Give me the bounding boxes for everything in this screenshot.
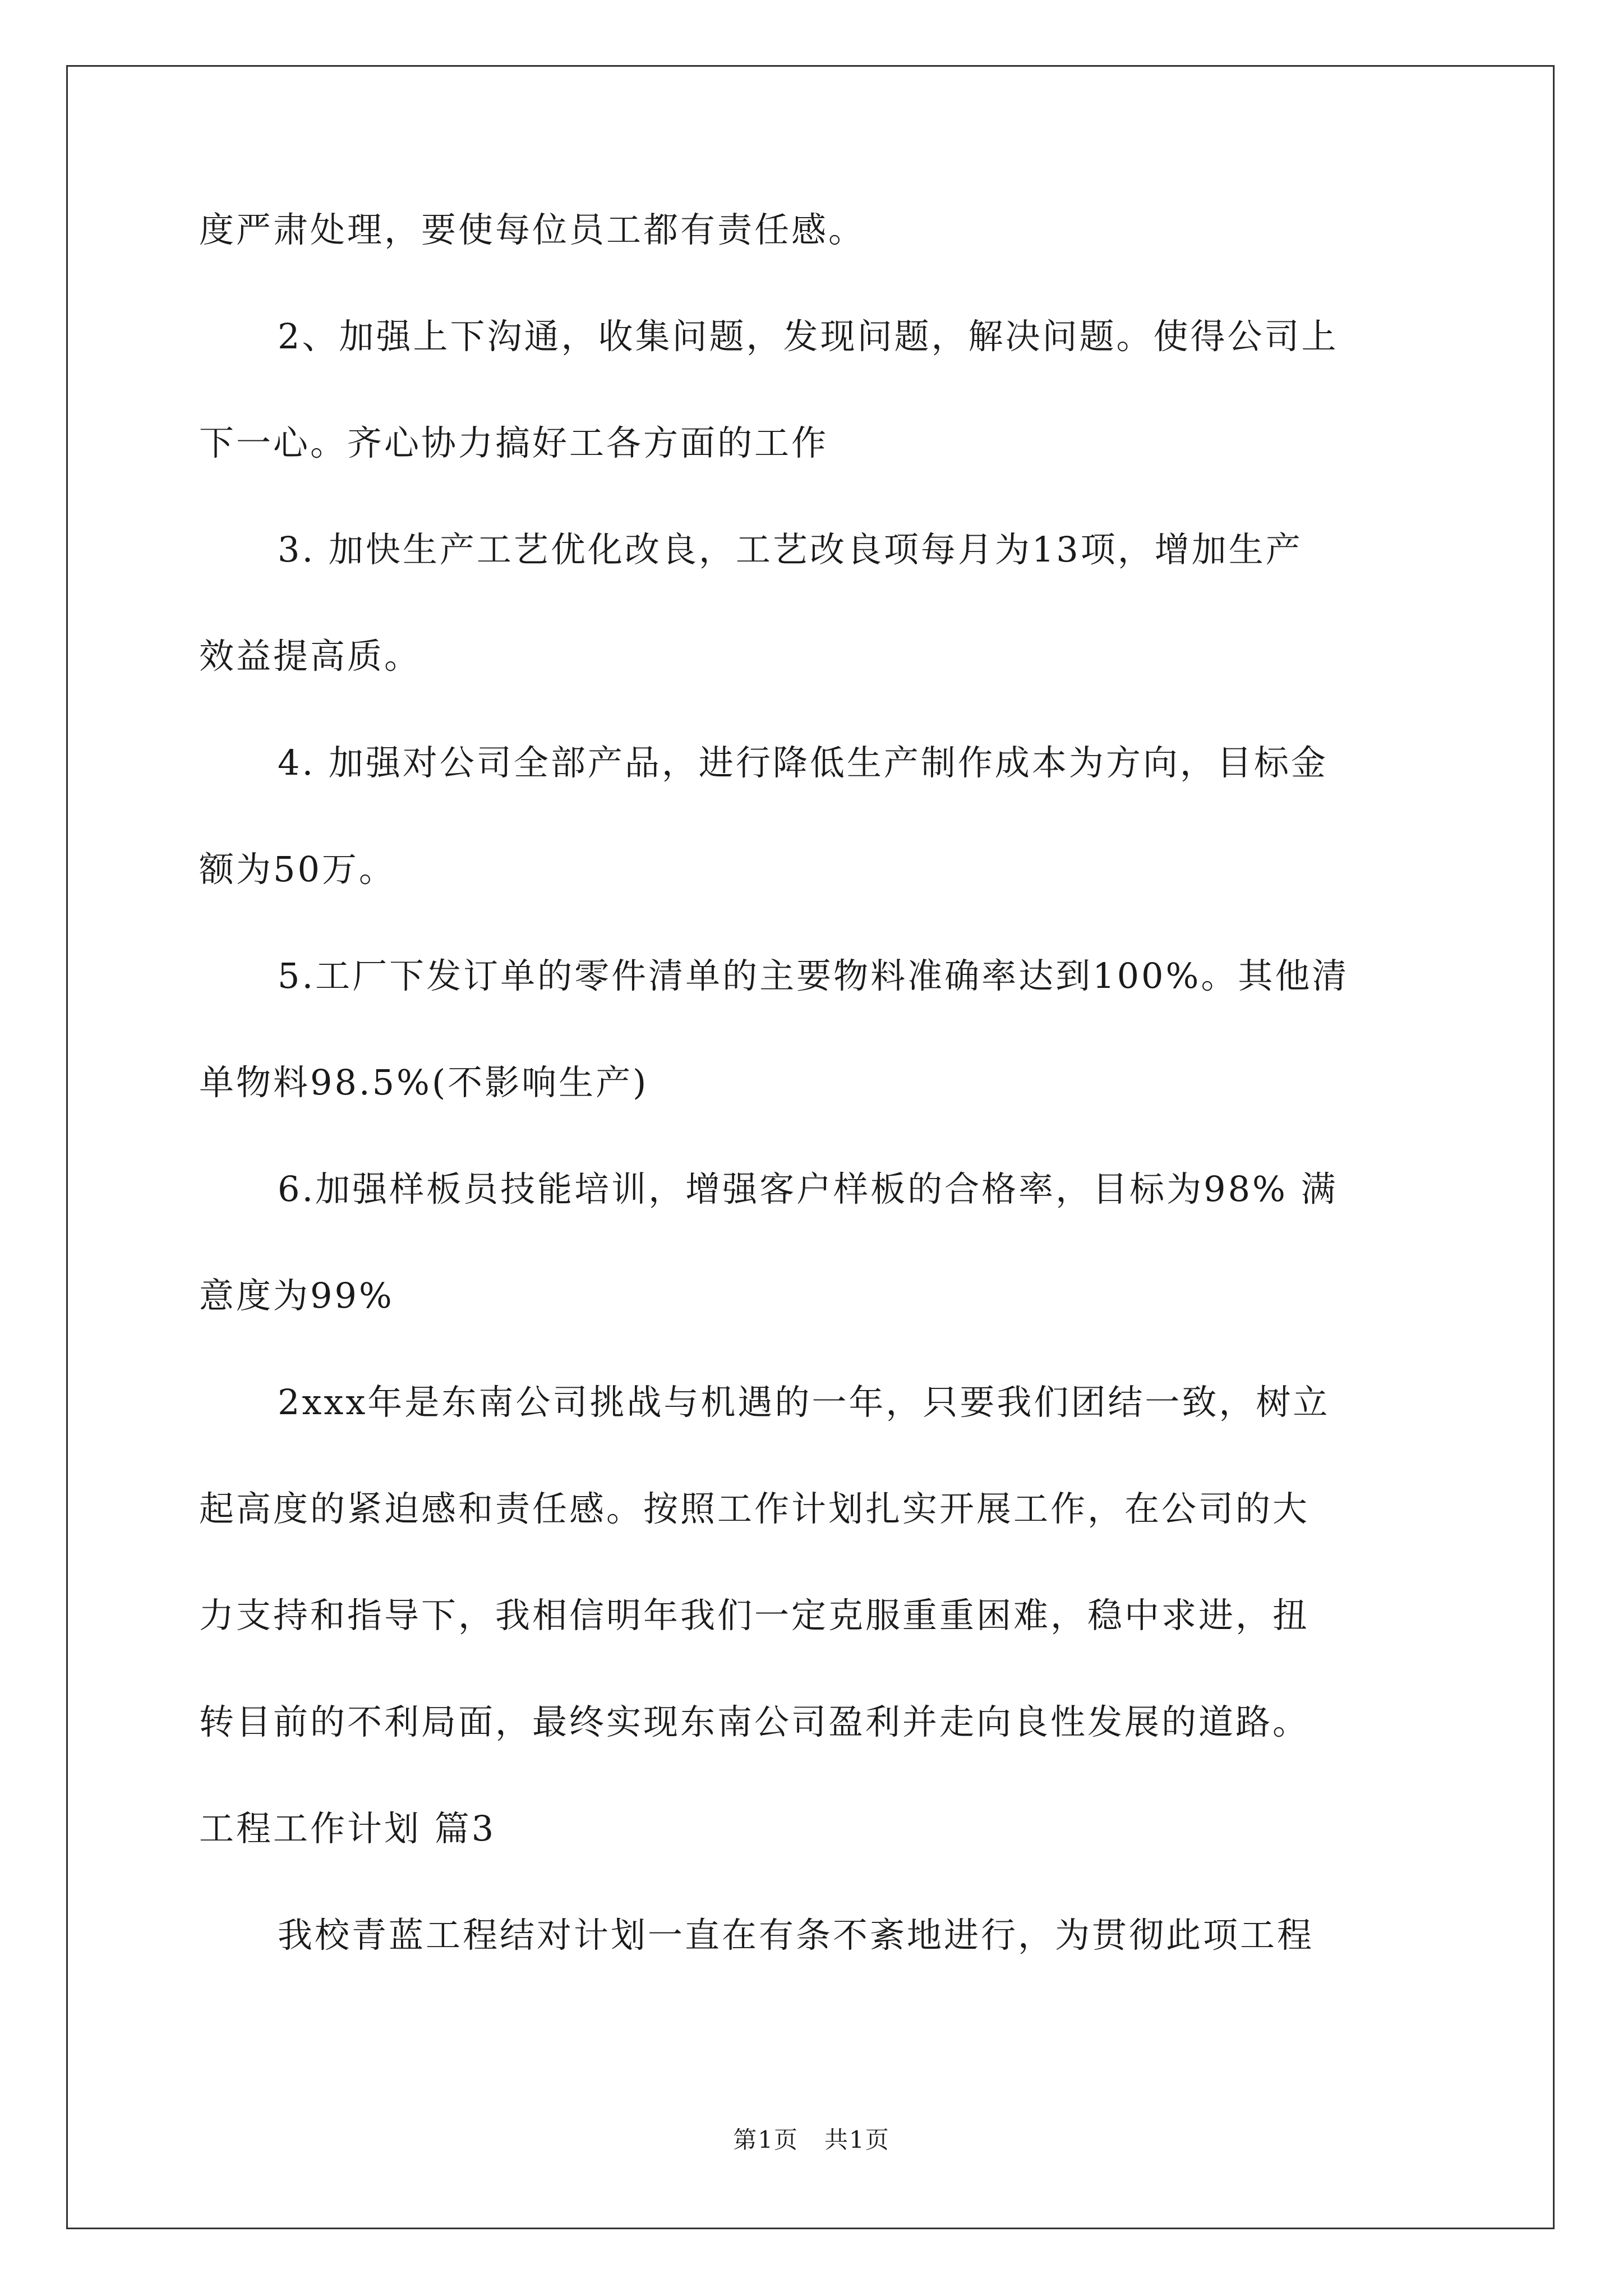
text-line: 4. 加强对公司全部产品，进行降低生产制作成本为方向，目标金 <box>278 742 1328 783</box>
page-border <box>66 65 1555 2229</box>
text-line: 我校青蓝工程结对计划一直在有条不紊地进行，为贯彻此项工程 <box>278 1915 1315 1955</box>
text-line: 转目前的不利局面，最终实现东南公司盈利并走向良性发展的道路。 <box>199 1701 1310 1742</box>
text-line: 5.工厂下发订单的零件清单的主要物料准确率达到100%。其他清 <box>278 955 1349 996</box>
page-footer: 第1页 共1页 <box>733 2126 890 2154</box>
text-line: 3. 加快生产工艺优化改良，工艺改良项每月为13项，增加生产 <box>278 529 1303 570</box>
text-line: 度严肃处理，要使每位员工都有责任感。 <box>199 209 866 250</box>
text-line: 下一心。齐心协力搞好工各方面的工作 <box>199 422 829 463</box>
text-line: 2、加强上下沟通，收集问题，发现问题，解决问题。使得公司上 <box>278 316 1339 357</box>
text-line: 单物料98.5%(不影响生产) <box>199 1062 649 1103</box>
text-line: 效益提高质。 <box>199 636 422 677</box>
text-line: 2xxx年是东南公司挑战与机遇的一年，只要我们团结一致，树立 <box>278 1382 1330 1423</box>
section-heading: 工程工作计划 篇3 <box>199 1808 496 1849</box>
text-line: 力支持和指导下，我相信明年我们一定克服重重困难，稳中求进，扭 <box>199 1595 1310 1636</box>
text-line: 意度为99% <box>199 1275 394 1316</box>
text-line: 起高度的紧迫感和责任感。按照工作计划扎实开展工作，在公司的大 <box>199 1488 1310 1529</box>
text-line: 额为50万。 <box>199 849 396 890</box>
text-line: 6.加强样板员技能培训，增强客户样板的合格率，目标为98% 满 <box>278 1168 1338 1209</box>
